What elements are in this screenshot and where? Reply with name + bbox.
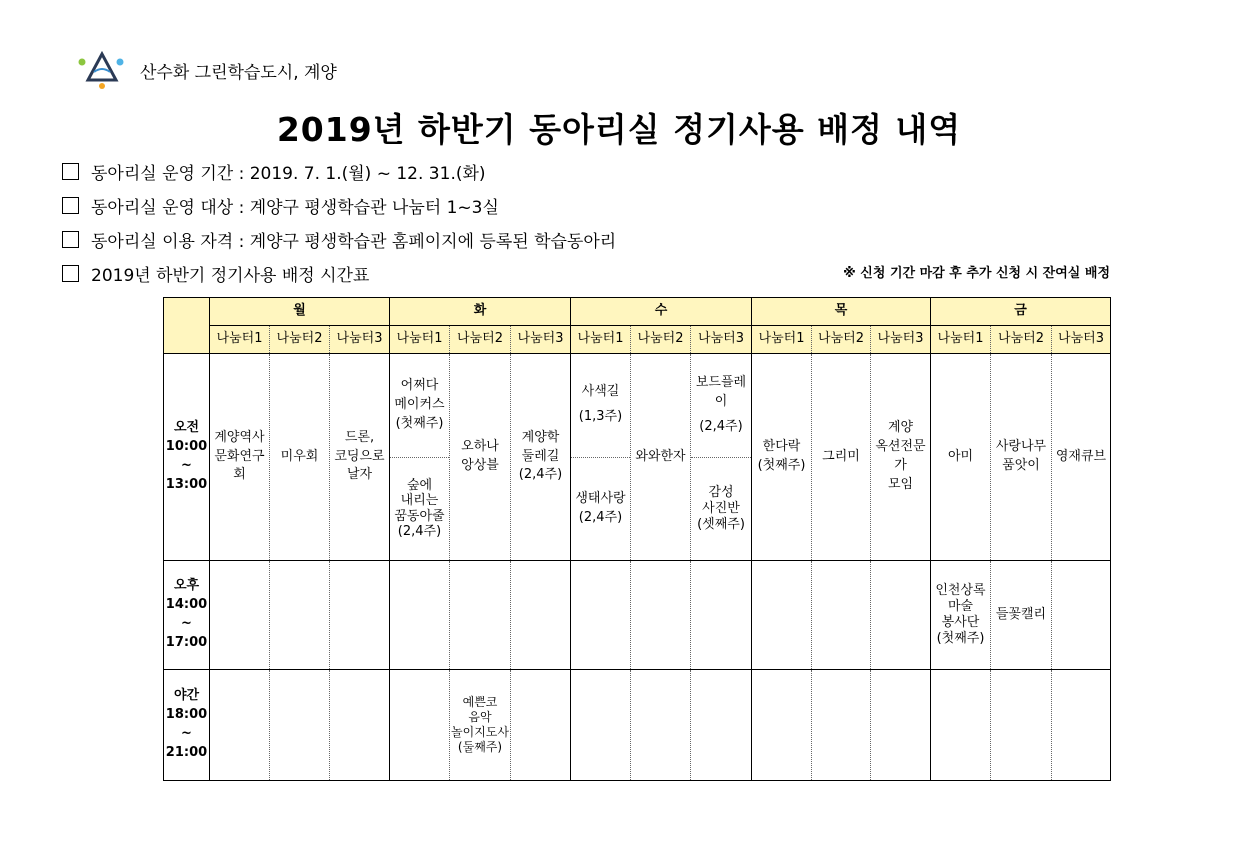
slot-am-tue1-bottom bbox=[390, 458, 449, 561]
time-am bbox=[164, 354, 210, 561]
club-name: 예쁜코 bbox=[462, 695, 498, 709]
org-name: 산수화 그린학습도시, 계양 bbox=[140, 62, 337, 83]
club-name: 오하나 bbox=[461, 439, 499, 455]
slot-ev-mon1 bbox=[210, 670, 270, 781]
club-name: 봉사단 bbox=[941, 615, 980, 630]
club-note: (첫째주) bbox=[395, 415, 444, 431]
checkbox-icon bbox=[62, 163, 79, 180]
slot-ev-mon3 bbox=[330, 670, 390, 781]
slot-pm-tue3 bbox=[511, 561, 571, 670]
room-header: 나눔터3 bbox=[511, 326, 571, 354]
slot-am-thu2 bbox=[812, 354, 871, 561]
club-name: 들꽃캘리 bbox=[995, 606, 1047, 622]
time-end: 13:00 bbox=[165, 476, 208, 492]
room-header: 나눔터3 bbox=[330, 326, 390, 354]
header bbox=[78, 52, 337, 88]
club-name: 와와한자 bbox=[635, 448, 686, 464]
time-label: 오전 bbox=[173, 420, 200, 436]
club-name: 영재큐브 bbox=[1055, 448, 1107, 464]
slot-ev-tue3 bbox=[511, 670, 571, 781]
room-header: 나눔터2 bbox=[991, 326, 1052, 354]
club-name: 계양역사 bbox=[214, 429, 265, 445]
checkbox-icon bbox=[62, 265, 79, 282]
club-name: 어쩌다 bbox=[400, 377, 439, 393]
club-note: (2,4주) bbox=[699, 418, 743, 434]
slot-ev-fri2 bbox=[991, 670, 1052, 781]
club-note: (2,4주) bbox=[518, 467, 563, 483]
club-name: 메이커스 bbox=[394, 396, 445, 412]
club-note: (첫째주) bbox=[936, 631, 985, 647]
club-name: 보드플레이 bbox=[695, 374, 747, 409]
time-start: 14:00 bbox=[165, 597, 208, 613]
club-note: (둘째주) bbox=[457, 740, 503, 754]
slot-am-wed1-top bbox=[571, 354, 630, 458]
slot-am-mon1 bbox=[210, 354, 270, 561]
slot-am-fri3 bbox=[1052, 354, 1111, 561]
slot-am-wed2 bbox=[631, 354, 691, 561]
club-name: 앙상블 bbox=[461, 458, 499, 473]
slot-ev-tue2 bbox=[450, 670, 511, 781]
slot-pm-mon2 bbox=[270, 561, 330, 670]
slot-ev-mon2 bbox=[270, 670, 330, 781]
info-line-target bbox=[62, 193, 499, 218]
info-text: 2019년 하반기 정기사용 배정 시간표 bbox=[91, 266, 370, 286]
slot-pm-tue1 bbox=[390, 561, 450, 670]
slot-ev-thu1 bbox=[752, 670, 812, 781]
club-name: 드론, bbox=[344, 429, 375, 445]
club-name: 사색길 bbox=[581, 384, 620, 400]
time-pm bbox=[164, 561, 210, 670]
slot-am-fri2 bbox=[991, 354, 1052, 561]
club-name: 사랑나무 bbox=[995, 439, 1047, 455]
slot-pm-wed2 bbox=[631, 561, 691, 670]
club-name: 내리는 bbox=[400, 493, 439, 509]
slot-am-mon3 bbox=[330, 354, 390, 561]
slot-pm-thu2 bbox=[812, 561, 871, 670]
club-name: 계양 bbox=[887, 420, 914, 436]
checkbox-icon bbox=[62, 197, 79, 214]
time-start: 10:00 bbox=[165, 439, 208, 455]
room-header: 나눔터1 bbox=[571, 326, 631, 354]
slot-am-thu1 bbox=[752, 354, 812, 561]
club-name: 꿈동아줄 bbox=[394, 508, 445, 524]
slot-am-wed3-bottom bbox=[691, 458, 751, 561]
slot-am-wed3-top bbox=[691, 354, 751, 458]
club-name: 계양학 bbox=[521, 429, 560, 445]
slot-pm-fri1 bbox=[931, 561, 991, 670]
info-text: 동아리실 운영 대상 : 계양구 평생학습관 나눔터 1~3실 bbox=[91, 198, 499, 218]
room-header: 나눔터1 bbox=[752, 326, 812, 354]
slot-am-mon2 bbox=[270, 354, 330, 561]
slot-ev-thu3 bbox=[871, 670, 931, 781]
club-name: 옥션전문가 bbox=[875, 439, 926, 473]
info-line-period bbox=[62, 159, 486, 184]
room-header: 나눔터1 bbox=[390, 326, 450, 354]
club-name: 놀이지도사 bbox=[451, 725, 509, 739]
slot-pm-mon3 bbox=[330, 561, 390, 670]
slot-am-wed1-bottom bbox=[571, 458, 630, 561]
room-header: 나눔터1 bbox=[931, 326, 991, 354]
room-header: 나눔터3 bbox=[691, 326, 752, 354]
club-note: (첫째주) bbox=[757, 458, 806, 473]
slot-ev-wed3 bbox=[691, 670, 752, 781]
slot-pm-thu3 bbox=[871, 561, 931, 670]
slot-pm-fri3 bbox=[1052, 561, 1111, 670]
time-label: 야간 bbox=[173, 688, 200, 704]
club-name: 숲에 bbox=[406, 477, 433, 493]
info-line-schedule bbox=[62, 261, 369, 286]
room-header: 나눔터3 bbox=[1052, 326, 1111, 354]
club-name: 날자 bbox=[346, 467, 373, 483]
slot-ev-fri1 bbox=[931, 670, 991, 781]
slot-am-tue2 bbox=[450, 354, 511, 561]
slot-am-tue1 bbox=[390, 354, 450, 561]
city-logo bbox=[78, 50, 126, 90]
club-name: 모임 bbox=[887, 476, 914, 492]
club-name: 음악 bbox=[468, 710, 492, 724]
page-title: 2019년 하반기 동아리실 정기사용 배정 내역 bbox=[276, 110, 962, 149]
day-fri: 금 bbox=[931, 298, 1111, 326]
club-name: 사진반 bbox=[702, 500, 740, 516]
slot-am-wed1 bbox=[571, 354, 631, 561]
slot-pm-thu1 bbox=[752, 561, 812, 670]
time-ev bbox=[164, 670, 210, 781]
schedule-table bbox=[163, 297, 1111, 781]
club-note: (2,4주) bbox=[397, 524, 442, 540]
room-header: 나눔터3 bbox=[871, 326, 931, 354]
slot-pm-fri2 bbox=[991, 561, 1052, 670]
day-mon: 월 bbox=[210, 298, 390, 326]
club-name: 마술 bbox=[947, 598, 974, 614]
club-note: (셋째주) bbox=[697, 516, 745, 532]
room-header: 나눔터2 bbox=[812, 326, 871, 354]
time-end: 21:00 bbox=[165, 744, 208, 760]
day-thu: 목 bbox=[752, 298, 931, 326]
club-name: 인천상록 bbox=[935, 582, 986, 598]
info-line-eligibility bbox=[62, 227, 616, 252]
slot-am-tue1-top bbox=[390, 354, 449, 458]
slot-pm-mon1 bbox=[210, 561, 270, 670]
club-name: 한다락 bbox=[762, 439, 801, 455]
slot-ev-wed2 bbox=[631, 670, 691, 781]
slot-ev-tue1 bbox=[390, 670, 450, 781]
club-name: 둘레길 bbox=[521, 448, 560, 464]
club-name: 아미 bbox=[947, 448, 974, 464]
slot-pm-wed1 bbox=[571, 561, 631, 670]
room-header: 나눔터2 bbox=[450, 326, 511, 354]
club-name: 미우회 bbox=[280, 448, 319, 464]
info-text: 동아리실 이용 자격 : 계양구 평생학습관 홈페이지에 등록된 학습동아리 bbox=[91, 232, 617, 252]
club-name: 그리미 bbox=[822, 448, 860, 464]
corner-cell bbox=[164, 298, 210, 354]
slot-ev-wed1 bbox=[571, 670, 631, 781]
club-name: 코딩으로 bbox=[334, 448, 385, 464]
club-note: (1,3주) bbox=[578, 409, 623, 425]
slot-pm-tue2 bbox=[450, 561, 511, 670]
slot-ev-thu2 bbox=[812, 670, 871, 781]
room-header: 나눔터2 bbox=[631, 326, 691, 354]
time-end: 17:00 bbox=[165, 634, 208, 650]
club-name: 품앗이 bbox=[1002, 458, 1040, 473]
slot-ev-fri3 bbox=[1052, 670, 1111, 781]
time-sep: ~ bbox=[181, 616, 192, 631]
club-name: 문화연구회 bbox=[214, 448, 265, 483]
info-text: 동아리실 운영 기간 : 2019. 7. 1.(월) ~ 12. 31.(화) bbox=[91, 164, 486, 184]
day-tue: 화 bbox=[390, 298, 571, 326]
time-label: 오후 bbox=[173, 578, 200, 594]
slot-am-fri1 bbox=[931, 354, 991, 561]
time-sep: ~ bbox=[181, 726, 192, 741]
slot-am-wed3 bbox=[691, 354, 752, 561]
club-name: 감성 bbox=[708, 485, 734, 501]
club-name: 생태사랑 bbox=[575, 490, 626, 506]
slot-am-tue3 bbox=[511, 354, 571, 561]
slot-am-thu3 bbox=[871, 354, 931, 561]
time-sep: ~ bbox=[181, 458, 192, 473]
club-note: (2,4주) bbox=[578, 509, 623, 525]
day-wed: 수 bbox=[571, 298, 752, 326]
note: ※ 신청 기간 마감 후 추가 신청 시 잔여실 배정 bbox=[843, 266, 1110, 281]
checkbox-icon bbox=[62, 231, 79, 248]
room-header: 나눔터1 bbox=[210, 326, 270, 354]
slot-pm-wed3 bbox=[691, 561, 752, 670]
time-start: 18:00 bbox=[165, 707, 208, 723]
room-header: 나눔터2 bbox=[270, 326, 330, 354]
